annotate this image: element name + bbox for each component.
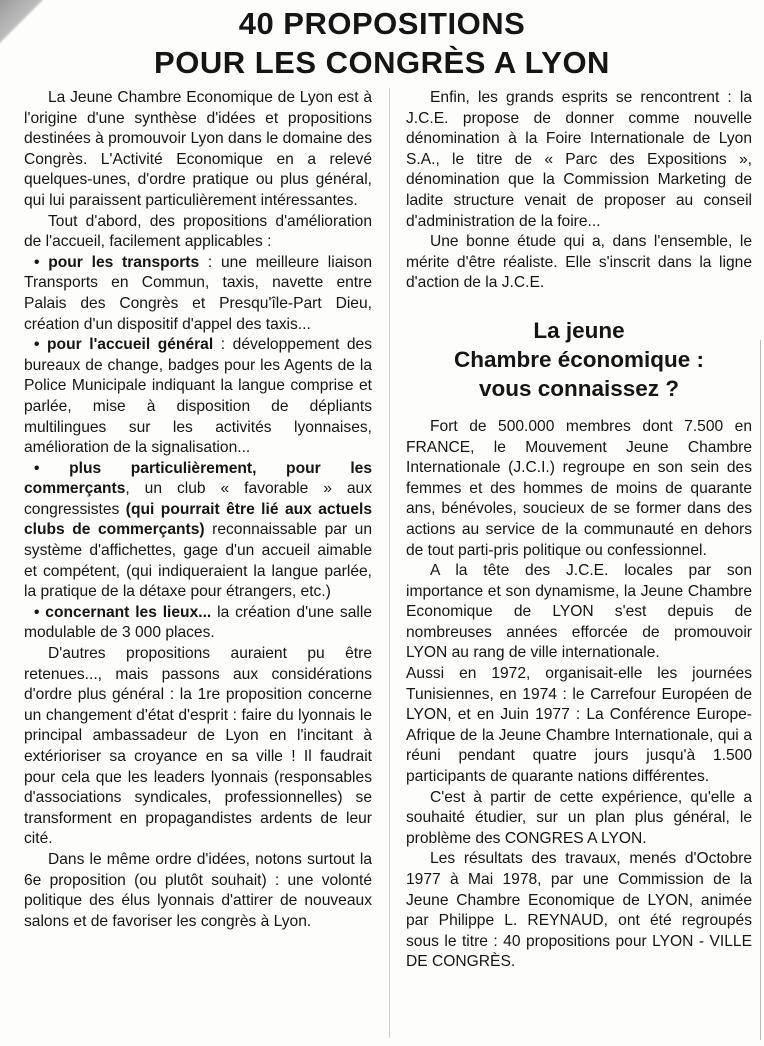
results-paragraph: Les résultats des travaux, menés d'Octobre 1977 à Mai 1978, par une Commission de la Jeune Chambre Economique de LYON, animée par Philippe L. REYNAUD, ont été regroupés sous le titre : 40 propositions pour LYON - VILLE DE CONGRÈS. (406, 850, 752, 971)
bullet-accueil-text: : développement des bureaux de change, badges pour les Agents de la Police Municipale indiquant la langue comprise et parlée, mise à disposition de dépliants multilingues sur les activités lyonnaises, amélioration de la signalisation... (24, 336, 372, 457)
left-column (24, 88, 372, 932)
bullet-transports-lead: • pour les transports (34, 253, 200, 271)
bullet-lieux-lead: • concernant les lieux... (34, 603, 212, 621)
bullet-accueil (24, 335, 372, 459)
bullet-commercants-lead: • plus particulièrement, pour les commerçants (24, 459, 372, 498)
subheading-line-1: La jeune (533, 317, 625, 343)
subheading-line-2: Chambre économique : (453, 346, 705, 372)
column-divider (389, 88, 390, 1038)
section-subheading (406, 316, 752, 403)
right-edge-rule (760, 340, 761, 1040)
intro-paragraph: La Jeune Chambre Economique de Lyon est à l'origine d'une synthèse d'idées et propositions destinées à promouvoir Lyon dans le domaine des Congrès. L'Activité Economique en a relevé quelques-unes, d'ordre pratique ou plus général, qui lui paraissent particulièrement intéressantes. (24, 89, 372, 209)
jci-members-paragraph: Fort de 500.000 membres dont 7.500 en FRANCE, le Mouvement Jeune Chambre Internationale (J.C.I.) regroupe en son sein des femmes et des hommes de moins de quarante ans, bénévoles, soucieux de se former dans des actions au service de la communauté en dehors de tout parti-pris politique ou confessionnel. (406, 417, 752, 559)
bullet-commercants (24, 459, 372, 603)
parc-expositions-paragraph: Enfin, les grands esprits se rencontrent : la J.C.E. propose de donner comme nouvelle dénomination à la Foire Internationale de Lyon S.A., le titre de « Parc des Expositions », dénomination que la Commission Marketing de ladite structure venait de proposer au conseil d'administration de la foire... (406, 89, 752, 230)
experience-paragraph: C'est à partir de cette expérience, qu'elle a souhaité étudier, sur un plan plus général, le problème des CONGRES A LYON. (406, 788, 752, 847)
right-column (406, 88, 752, 973)
general-proposals-paragraph: D'autres propositions auraient pu être retenues..., mais passons aux considérations d'ordre plus général : la 1re proposition concerne un changement d'état d'esprit : faire du lyonnais le principal ambassadeur de Lyon en l'incitant à extérioriser sa croyance en sa ville ! Il faudrait pour cela que les leaders lyonnais (responsables d'associations syndicales, professionnelles) se transforment en propagandistes ardents de leur cité. (24, 645, 372, 848)
bullet-commercants-bold: (qui pourrait être lié aux actuels clubs de commerçants) (24, 500, 372, 539)
sixth-proposal-paragraph: Dans le même ordre d'idées, notons surtout la 6e proposition (ou plutôt souhait) : une volonté politique des élus lyonnais d'attirer de nouveaux salons et de favoriser les congrès à Lyon. (24, 850, 372, 930)
conclusion-paragraph: Une bonne étude qui a, dans l'ensemble, le mérite d'être réaliste. Elle s'inscrit dans la ligne d'action de la J.C.E. (406, 233, 752, 292)
bullet-transports-text: : une meilleure liaison Transports en Commun, taxis, navette entre Palais des Congrès et Presqu'île-Part Dieu, création d'un dispositif d'appel des taxis... (24, 253, 372, 333)
bullet-lieux-text: la création d'une salle modulable de 3 000 places. (24, 603, 372, 642)
bullet-commercants-tail: reconnaissable par un système d'affichettes, gage d'un accueil aimable et compétent, (qui indiqueraient la langue parlée, la pratique de la détaxe pour étrangers, etc.) (24, 521, 372, 601)
bullet-accueil-lead: • pour l'accueil général (34, 336, 214, 354)
events-history-paragraph: Aussi en 1972, organisait-elle les journées Tunisiennes, en 1974 : le Carrefour Européen de LYON, et en Juin 1977 : La Conférence Europe-Afrique de la Jeune Chambre Internationale, qui a réuni pendant quatre jours jusqu'à 1.500 participants de quarante nations différentes. (406, 665, 752, 786)
bullet-commercants-mid: , un club « favorable » aux congressistes (24, 480, 372, 518)
bullet-transports (24, 253, 372, 335)
article-title (0, 4, 764, 82)
bullet-lieux (24, 603, 372, 644)
title-line-2: POUR LES CONGRÈS A LYON (154, 45, 610, 80)
proposals-intro-paragraph: Tout d'abord, des propositions d'amélioration de l'accueil, facilement applicables : (24, 212, 372, 251)
subheading-line-3: vous connaissez ? (478, 375, 680, 401)
jce-lyon-paragraph: A la tête des J.C.E. locales par son importance et son dynamisme, la Jeune Chambre Economique de LYON s'est depuis de nombreuses années efforcée de promouvoir LYON au rang de ville internationale. (406, 562, 752, 662)
title-line-1: 40 PROPOSITIONS (238, 6, 526, 41)
